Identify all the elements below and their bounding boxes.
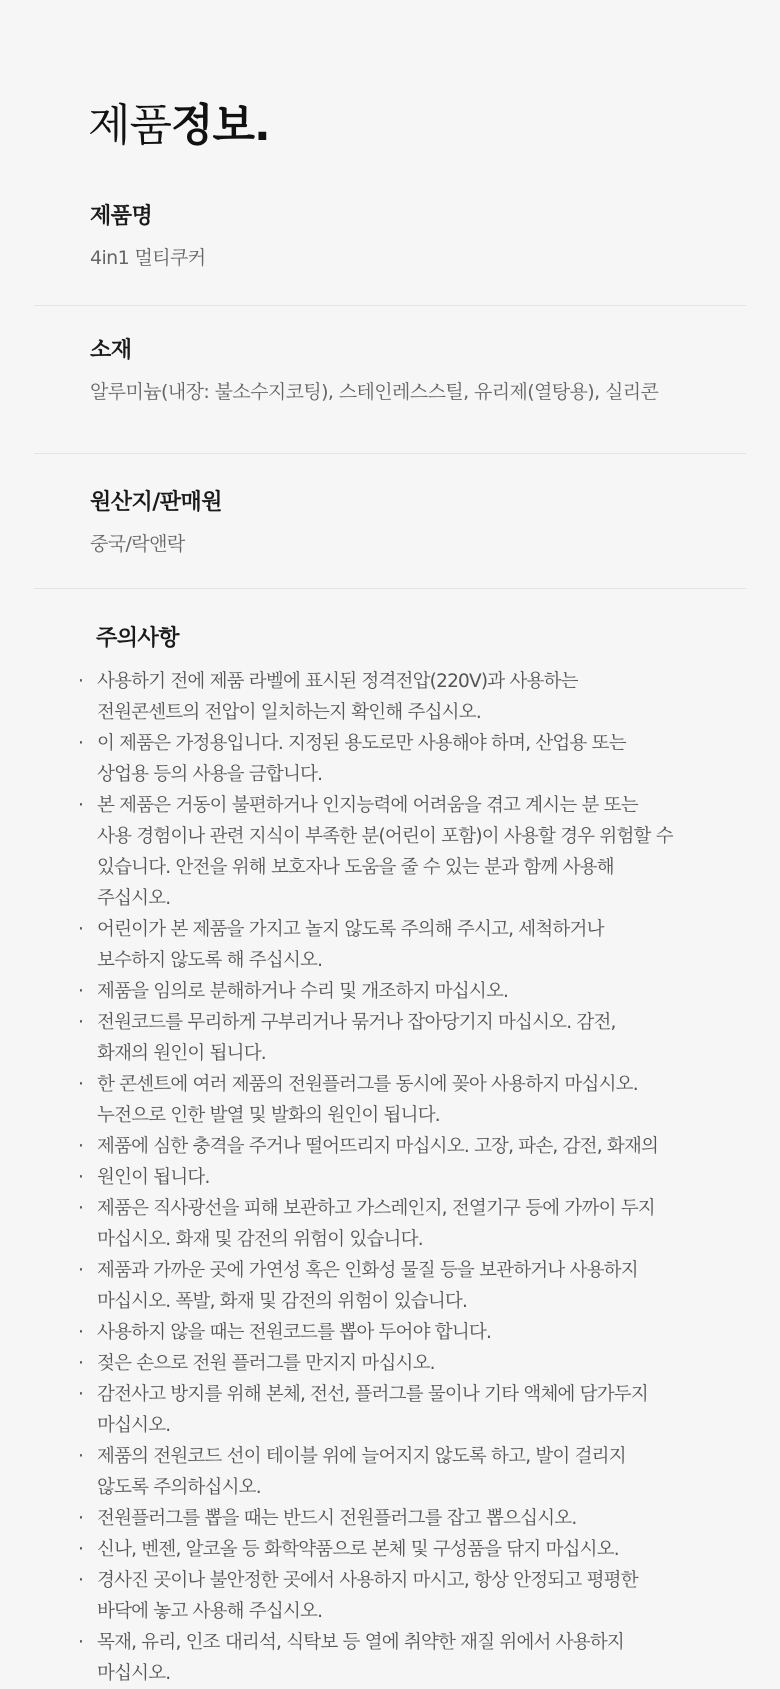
caution-item bbox=[78, 728, 758, 790]
caution-item-line: 상업용 등의 사용을 금합니다. bbox=[97, 764, 323, 785]
caution-item bbox=[78, 1565, 758, 1627]
caution-item-line: 마십시오. bbox=[97, 1663, 171, 1684]
bullet-icon: · bbox=[78, 1570, 84, 1591]
caution-item-line: 화재의 원인이 됩니다. bbox=[97, 1043, 266, 1064]
caution-item bbox=[78, 1379, 758, 1441]
caution-item-line: 목재, 유리, 인조 대리석, 식탁보 등 열에 취약한 재질 위에서 사용하지 bbox=[97, 1632, 624, 1653]
bullet-icon: · bbox=[78, 1012, 84, 1033]
caution-item-line: 전원콘센트의 전압이 일치하는지 확인해 주십시오. bbox=[97, 702, 481, 723]
bullet-icon: · bbox=[78, 1632, 84, 1653]
bullet-icon: · bbox=[78, 1074, 84, 1095]
caution-item-line: 제품에 심한 충격을 주거나 떨어뜨리지 마십시오. 고장, 파손, 감전, 화재의 bbox=[97, 1136, 659, 1157]
caution-item-line: 원인이 됩니다. bbox=[97, 1167, 210, 1188]
caution-item bbox=[78, 1534, 758, 1565]
caution-item-line: 제품과 가까운 곳에 가연성 혹은 인화성 물질 등을 보관하거나 사용하지 bbox=[97, 1260, 638, 1281]
caution-item-line: 감전사고 방지를 위해 본체, 전선, 플러그를 물이나 기타 액체에 담가두지 bbox=[97, 1384, 648, 1405]
section-value: 4in1 멀티쿠커 bbox=[90, 247, 206, 269]
divider bbox=[34, 305, 746, 306]
caution-item-line: 본 제품은 거동이 불편하거나 인지능력에 어려움을 겪고 계시는 분 또는 bbox=[97, 795, 638, 816]
bullet-icon: · bbox=[78, 795, 84, 816]
caution-item bbox=[78, 1162, 758, 1193]
caution-item bbox=[78, 1193, 758, 1255]
page-title bbox=[88, 96, 270, 156]
caution-item bbox=[78, 790, 758, 914]
bullet-icon: · bbox=[78, 919, 84, 940]
caution-item-line: 않도록 주의하십시오. bbox=[97, 1477, 261, 1498]
caution-item-line: 바닥에 놓고 사용해 주십시오. bbox=[97, 1601, 323, 1622]
bullet-icon: · bbox=[78, 1508, 84, 1529]
section-product-name bbox=[90, 202, 740, 272]
caution-item-line: 전원플러그를 뽑을 때는 반드시 전원플러그를 잡고 뽑으십시오. bbox=[97, 1508, 577, 1529]
caution-item-line: 어린이가 본 제품을 가지고 놀지 않도록 주의해 주시고, 세척하거나 bbox=[97, 919, 604, 940]
caution-item bbox=[78, 1503, 758, 1534]
caution-item bbox=[78, 1131, 758, 1162]
caution-item-line: 제품의 전원코드 선이 테이블 위에 늘어지지 않도록 하고, 발이 걸리지 bbox=[97, 1446, 626, 1467]
section-value: 알루미늄(내장: 불소수지코팅), 스테인레스스틸, 유리제(열탕용), 실리콘 bbox=[90, 381, 659, 403]
caution-item bbox=[78, 1255, 758, 1317]
section-label: 원산지/판매원 bbox=[90, 490, 223, 515]
caution-item-line: 마십시오. 화재 및 감전의 위험이 있습니다. bbox=[97, 1229, 423, 1250]
bullet-icon: · bbox=[78, 671, 84, 692]
caution-item bbox=[78, 1627, 758, 1689]
bullet-icon: · bbox=[78, 981, 84, 1002]
caution-item-line: 사용하기 전에 제품 라벨에 표시된 정격전압(220V)과 사용하는 bbox=[97, 671, 578, 692]
caution-item bbox=[78, 666, 758, 728]
caution-item-line: 누전으로 인한 발열 및 발화의 원인이 됩니다. bbox=[97, 1105, 440, 1126]
caution-item-line: 신나, 벤젠, 알코올 등 화학약품으로 본체 및 구성품을 닦지 마십시오. bbox=[97, 1539, 619, 1560]
caution-item-line: 제품은 직사광선을 피해 보관하고 가스레인지, 전열기구 등에 가까이 두지 bbox=[97, 1198, 655, 1219]
caution-item-line: 보수하지 않도록 해 주십시오. bbox=[97, 950, 323, 971]
bullet-icon: · bbox=[78, 1198, 84, 1219]
divider bbox=[34, 453, 746, 454]
caution-section bbox=[78, 624, 758, 1689]
caution-item-line: 마십시오. 폭발, 화재 및 감전의 위험이 있습니다. bbox=[97, 1291, 468, 1312]
caution-item bbox=[78, 1317, 758, 1348]
bullet-icon: · bbox=[78, 1260, 84, 1281]
caution-item bbox=[78, 1348, 758, 1379]
caution-item bbox=[78, 914, 758, 976]
caution-item-line: 젖은 손으로 전원 플러그를 만지지 마십시오. bbox=[97, 1353, 435, 1374]
caution-title: 주의사항 bbox=[96, 626, 180, 651]
caution-item-line: 제품을 임의로 분해하거나 수리 및 개조하지 마십시오. bbox=[97, 981, 509, 1002]
bullet-icon: · bbox=[78, 1322, 84, 1343]
section-value: 중국/락앤락 bbox=[90, 533, 185, 555]
bullet-icon: · bbox=[78, 1167, 84, 1188]
bullet-icon: · bbox=[78, 1353, 84, 1374]
section-label: 소재 bbox=[90, 338, 132, 363]
caution-item-line: 있습니다. 안전을 위해 보호자나 도움을 줄 수 있는 분과 함께 사용해 bbox=[97, 857, 614, 878]
bullet-icon: · bbox=[78, 1446, 84, 1467]
bullet-icon: · bbox=[78, 1384, 84, 1405]
bullet-icon: · bbox=[78, 1539, 84, 1560]
bullet-icon: · bbox=[78, 733, 84, 754]
caution-item-line: 한 콘센트에 여러 제품의 전원플러그를 동시에 꽂아 사용하지 마십시오. bbox=[97, 1074, 638, 1095]
caution-item-line: 경사진 곳이나 불안정한 곳에서 사용하지 마시고, 항상 안정되고 평평한 bbox=[97, 1570, 638, 1591]
caution-item-line: 사용 경험이나 관련 지식이 부족한 분(어린이 포함)이 사용할 경우 위험할 수 bbox=[97, 826, 673, 847]
page-title-bold: 정보. bbox=[171, 100, 270, 151]
caution-item-line: 마십시오. bbox=[97, 1415, 171, 1436]
caution-list bbox=[78, 666, 758, 1689]
section-material bbox=[90, 336, 740, 406]
caution-item-line: 사용하지 않을 때는 전원코드를 뽑아 두어야 합니다. bbox=[97, 1322, 492, 1343]
caution-item-line: 전원코드를 무리하게 구부리거나 묶거나 잡아당기지 마십시오. 감전, bbox=[97, 1012, 616, 1033]
section-origin-seller bbox=[90, 488, 740, 558]
section-label: 제품명 bbox=[90, 204, 153, 229]
bullet-icon: · bbox=[78, 1136, 84, 1157]
divider bbox=[34, 588, 746, 589]
caution-item-line: 주십시오. bbox=[97, 888, 171, 909]
caution-item bbox=[78, 1069, 758, 1131]
caution-item bbox=[78, 1007, 758, 1069]
page-title-light: 제품 bbox=[88, 100, 172, 151]
caution-item-line: 이 제품은 가정용입니다. 지정된 용도로만 사용해야 하며, 산업용 또는 bbox=[97, 733, 626, 754]
caution-item bbox=[78, 976, 758, 1007]
caution-item bbox=[78, 1441, 758, 1503]
